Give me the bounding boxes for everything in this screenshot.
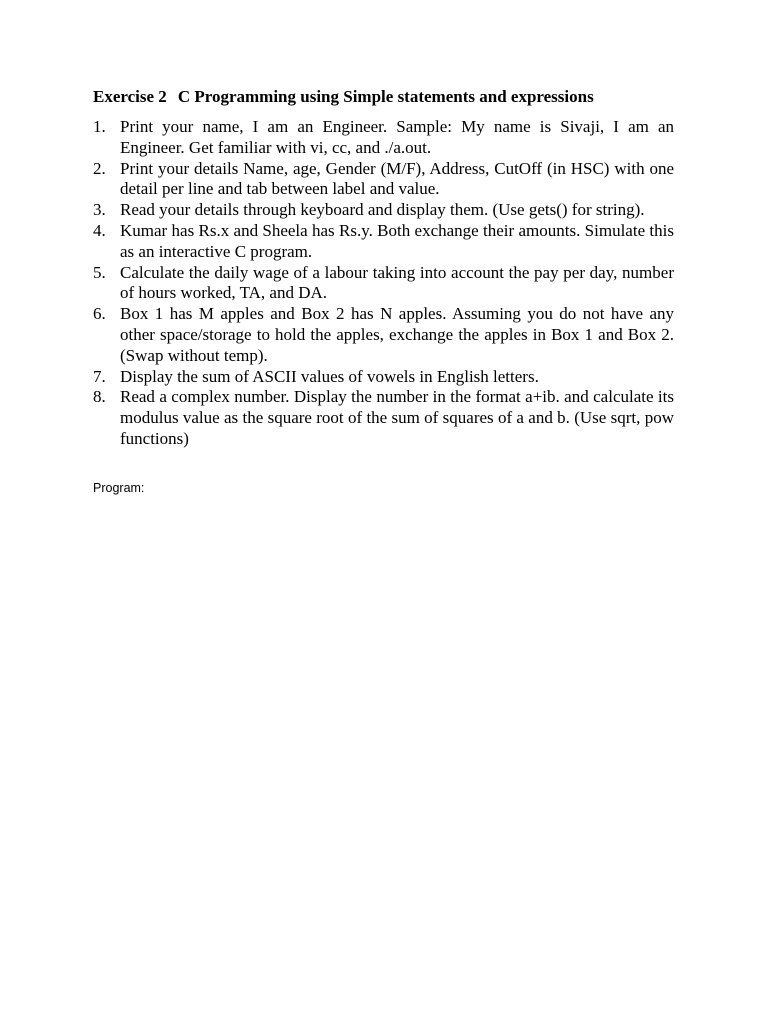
list-item-number: 2. (93, 158, 106, 178)
list-item-text: Display the sum of ASCII values of vowels in English letters. (120, 366, 539, 386)
list-item-text: Print your name, I am an Engineer. Sample: My name is Sivaji, I am an Engineer. Get familiar with vi, cc, and ./a.out. (120, 117, 674, 157)
list-item (93, 304, 674, 366)
list-item-number: 1. (93, 117, 106, 136)
exercise-heading: C Programming using Simple statements and expressions (177, 87, 594, 106)
list-item (93, 263, 674, 305)
program-label: Program: (93, 481, 145, 495)
list-item-number: 6. (93, 304, 106, 324)
list-item-text: Read your details through keyboard and display them. (Use gets() for string). (120, 200, 645, 220)
list-item (93, 387, 674, 449)
exercise-number: Exercise 2 (93, 87, 167, 106)
list-item-number: 5. (93, 262, 106, 282)
list-item-text: Read a complex number. Display the number in the format a+ib. and calculate its modulus value as the square root of the sum of squares of a and b. (Use sqrt, pow functions) (120, 387, 674, 448)
list-item-number: 4. (93, 220, 106, 240)
list-item (93, 200, 674, 221)
list-item-number: 7. (93, 366, 106, 386)
list-item (93, 159, 674, 201)
list-item (93, 367, 674, 388)
list-item-text: Kumar has Rs.x and Sheela has Rs.y. Both exchange their amounts. Simulate this as an interactive C program. (120, 220, 674, 261)
list-item-text: Print your details Name, age, Gender (M/F), Address, CutOff (in HSC) with one detail per line and tab between label and value. (120, 158, 674, 199)
exercise-list (93, 117, 674, 450)
list-item-text: Box 1 has M apples and Box 2 has N apples. Assuming you do not have any other space/storage to hold the apples, exchange the apples in Box 1 and Box 2. (Swap without temp). (120, 304, 674, 365)
exercise-title (93, 87, 594, 107)
list-item (93, 117, 674, 159)
list-item-number: 8. (93, 387, 106, 407)
list-item-text: Calculate the daily wage of a labour taking into account the pay per day, number of hours worked, TA, and DA. (120, 262, 674, 303)
list-item (93, 221, 674, 263)
list-item-number: 3. (93, 200, 106, 220)
